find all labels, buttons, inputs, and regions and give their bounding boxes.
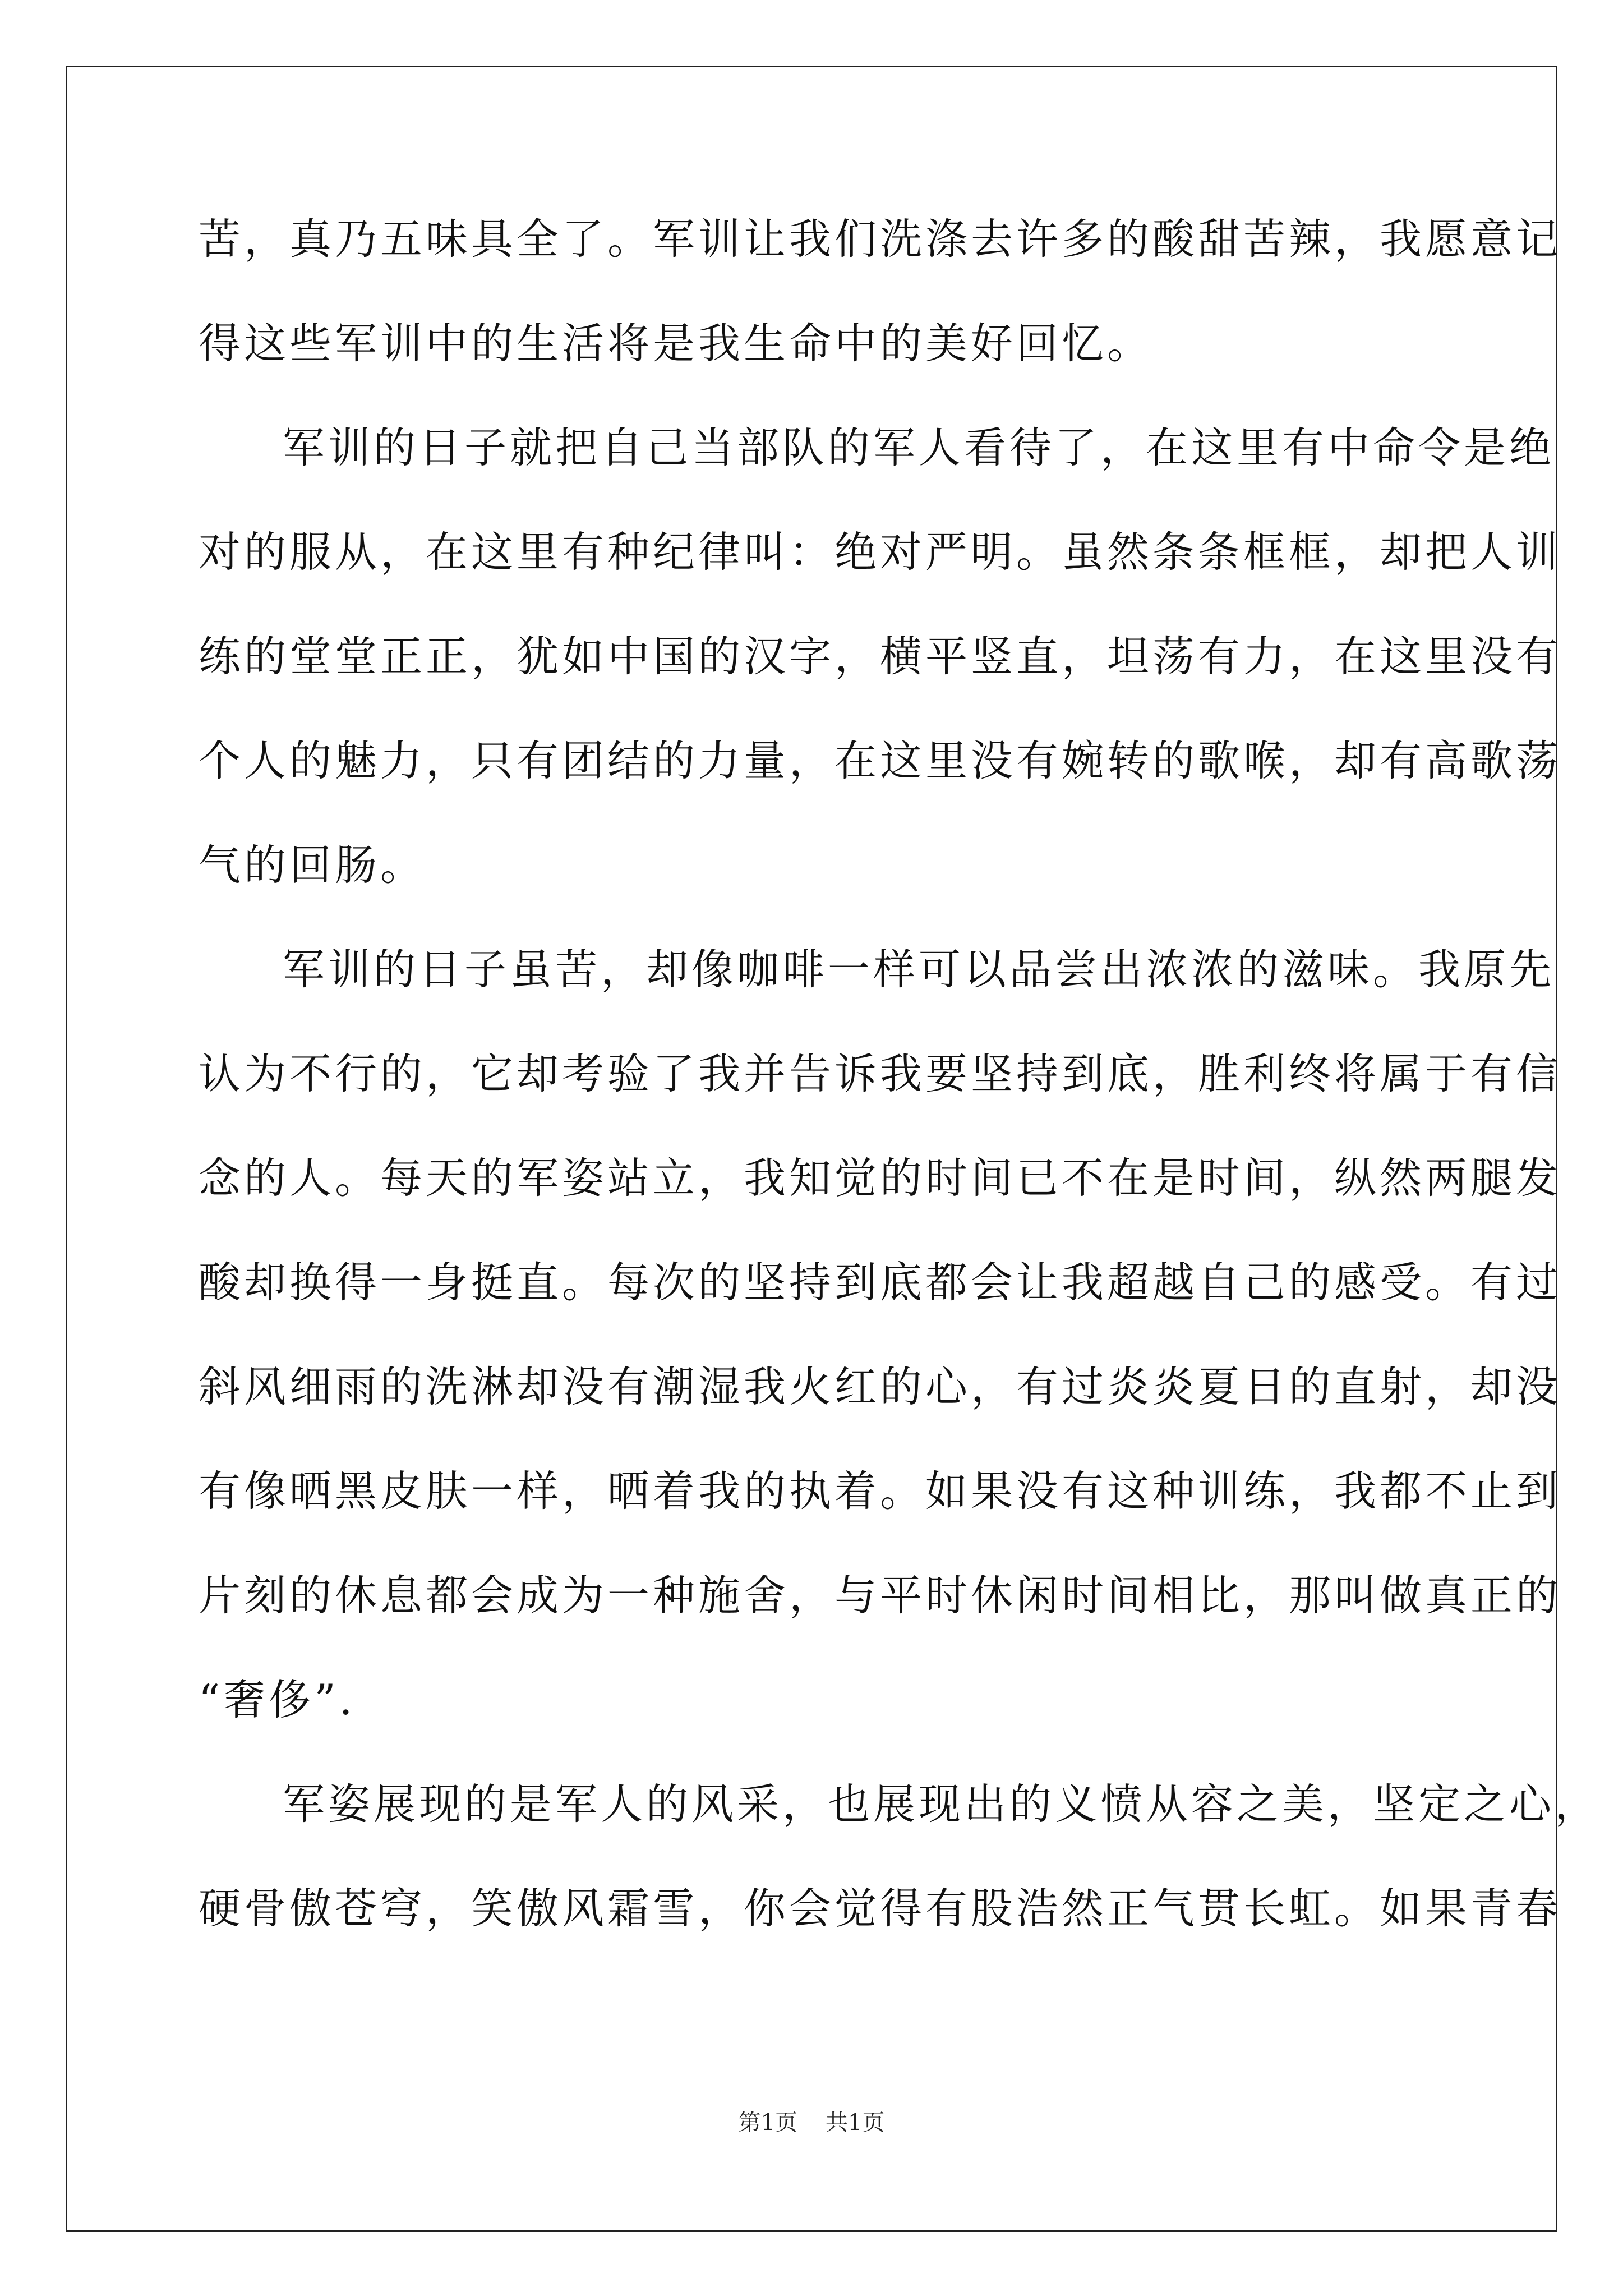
text-line: 斜风细雨的洗淋却没有潮湿我火红的心，有过炎炎夏日的直射，却没 [199, 1362, 1562, 1411]
text-line: 气的回肠。 [199, 840, 426, 890]
page-footer [0, 2105, 1623, 2137]
page-total: 共1页 [826, 2110, 885, 2136]
text-line: 有像晒黑皮肤一样，晒着我的执着。如果没有这种训练，我都不止到 [199, 1466, 1562, 1516]
text-line: 念的人。每天的军姿站立，我知觉的时间已不在是时间，纵然两腿发 [199, 1153, 1562, 1203]
paragraph-first-line: 军姿展现的是军人的风采，也展现出的义愤从容之美，坚定之心， [283, 1779, 1601, 1829]
text-line: 酸却换得一身挺直。每次的坚持到底都会让我超越自己的感受。有过 [199, 1258, 1562, 1307]
text-line: 认为不行的，它却考验了我并告诉我要坚持到底，胜利终将属于有信 [199, 1049, 1562, 1098]
text-line: 得这些军训中的生活将是我生命中的美好回忆。 [199, 319, 1153, 368]
paragraph-first-line: 军训的日子就把自己当部队的军人看待了，在这里有中命令是绝 [283, 423, 1555, 472]
document-body [199, 213, 1601, 1987]
text-line: “奢侈”. [199, 1675, 356, 1724]
paragraph-first-line: 军训的日子虽苦，却像咖啡一样可以品尝出浓浓的滋味。我原先 [283, 945, 1555, 994]
text-line: 片刻的休息都会成为一种施舍，与平时休闲时间相比，那叫做真正的 [199, 1571, 1562, 1620]
text-line: 对的服从，在这里有种纪律叫：绝对严明。虽然条条框框，却把人训 [199, 527, 1562, 577]
text-line: 硬骨傲苍穹，笑傲风霜雪，你会觉得有股浩然正气贯长虹。如果青春 [199, 1884, 1562, 1933]
text-line: 个人的魅力，只有团结的力量，在这里没有婉转的歌喉，却有高歌荡 [199, 736, 1562, 785]
text-line: 练的堂堂正正，犹如中国的汉字，横平竖直，坦荡有力，在这里没有 [199, 632, 1562, 681]
text-line: 苦，真乃五味具全了。军训让我们洗涤去许多的酸甜苦辣，我愿意记 [199, 214, 1562, 264]
page-number: 第1页 [738, 2110, 797, 2136]
